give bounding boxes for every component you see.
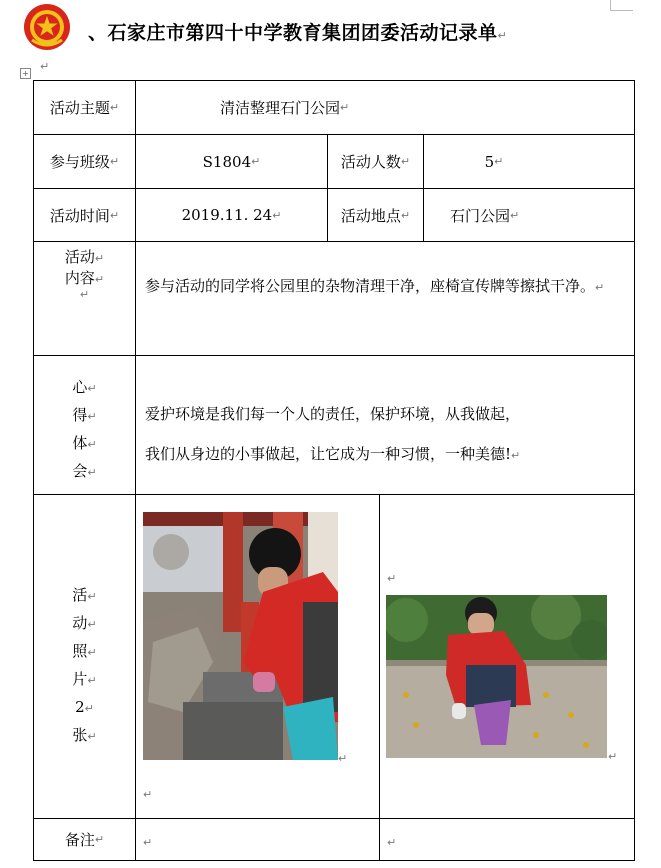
- youth-league-emblem-icon: [22, 2, 72, 52]
- theme-label: 活动主题 ↵: [49, 99, 120, 117]
- count-value: 5 ↵: [484, 152, 504, 171]
- page-title: [88, 18, 507, 45]
- table-move-handle[interactable]: +: [20, 68, 31, 79]
- time-value: 2019.11. 24 ↵: [181, 206, 282, 224]
- activity-photo-2: [386, 595, 607, 758]
- paragraph-mark: ↵: [387, 572, 397, 585]
- time-label: 活动时间 ↵: [49, 206, 120, 225]
- page-corner-mark: [610, 0, 633, 11]
- paragraph-mark: ↵: [143, 836, 153, 849]
- count-label: 活动人数 ↵: [340, 153, 411, 171]
- paragraph-mark: ↵: [40, 60, 50, 73]
- reflection-text: 爱护环境是我们每一个人的责任，保护环境，从我做起， 我们从身边的小事做起，让它成为一种习惯，一种美德!↵: [145, 405, 521, 463]
- theme-value: 清洁整理石门公园 ↵: [220, 99, 350, 117]
- paragraph-mark: ↵: [608, 750, 618, 763]
- class-value: S1804 ↵: [202, 152, 261, 171]
- paragraph-mark: ↵: [387, 836, 397, 849]
- activity-photo-1: [143, 512, 338, 760]
- paragraph-mark: ↵: [497, 29, 508, 42]
- paragraph-mark: ↵: [338, 752, 348, 765]
- photos-label: 活↵ 动↵ 照↵ 片↵ 2↵ 张↵: [72, 586, 97, 744]
- place-label: 活动地点 ↵: [340, 206, 411, 225]
- paragraph-mark: ↵: [143, 788, 153, 801]
- class-label: 参与班级 ↵: [49, 153, 120, 171]
- content-label: 活动↵ 内容↵ ↵: [64, 248, 105, 301]
- reflection-label: 心↵ 得↵ 体↵ 会↵: [72, 378, 97, 480]
- content-text: 参与活动的同学将公园里的杂物清理干净，座椅宣传牌等擦拭干净。↵: [145, 277, 605, 295]
- place-value: 石门公园 ↵: [450, 206, 520, 225]
- title-text: 、石家庄市第四十中学教育集团团委活动记录单: [88, 22, 498, 44]
- remark-label: 备注 ↵: [64, 831, 105, 849]
